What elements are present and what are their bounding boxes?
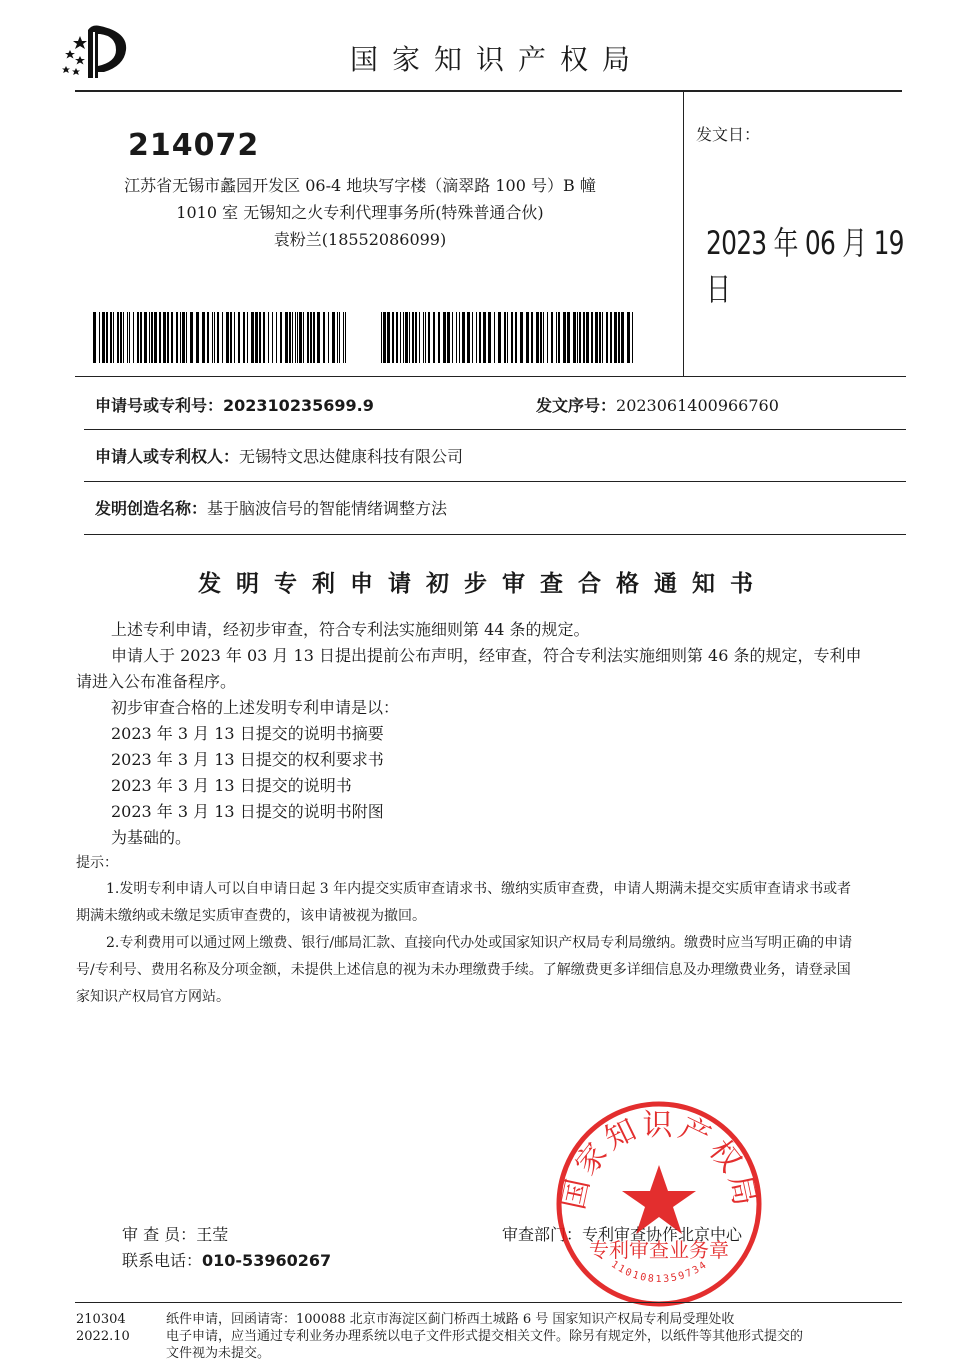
barcode-2	[381, 312, 633, 363]
applicant-label: 申请人或专利权人：	[95, 447, 240, 466]
footer-line-3: 文件视为未提交。	[166, 1346, 271, 1361]
send-date-label: 发文日：	[696, 125, 761, 144]
form-code: 210304	[76, 1312, 126, 1327]
body-paragraph-2b: 请进入公布准备程序。	[76, 672, 237, 691]
footer-line-1: 纸件申请，回函请寄：100088 北京市海淀区蓟门桥西土城路 6 号 国家知识产权局专利局受理处收	[166, 1312, 735, 1327]
seal-inner-text: 专利审查业务章	[589, 1238, 729, 1262]
notice-title: 发明专利申请初步审查合格通知书	[198, 571, 768, 597]
phone-number: 010-53960267	[202, 1251, 332, 1270]
invention-title: 基于脑波信号的智能情绪调整方法	[207, 499, 448, 518]
body-paragraph-2a: 申请人于 2023 年 03 月 13 日提出提前公布声明，经审查，符合专利法实施细则第 46 条的规定，专利申	[111, 646, 862, 665]
body-paragraph-3: 初步审查合格的上述发明专利申请是以：	[111, 698, 400, 717]
barcode-1	[93, 312, 346, 363]
document-list-item: 2023 年 3 月 13 日提交的说明书摘要	[111, 724, 384, 743]
address-line-1: 江苏省无锡市蠡园开发区 06-4 地块写字楼（滴翠路 100 号）B 幢	[124, 176, 596, 195]
applicant-row	[95, 444, 463, 467]
document-list-item: 2023 年 3 月 13 日提交的说明书	[111, 776, 352, 795]
document-list-item: 2023 年 3 月 13 日提交的权利要求书	[111, 750, 384, 769]
examiner-name: 王莹	[196, 1225, 229, 1244]
invention-label: 发明创造名称：	[95, 499, 208, 518]
document-list-item: 2023 年 3 月 13 日提交的说明书附图	[111, 802, 384, 821]
seal-number: 1101081359734	[608, 1258, 711, 1286]
phone-row	[122, 1248, 331, 1271]
body-paragraph-1: 上述专利申请，经初步审查，符合专利法实施细则第 44 条的规定。	[111, 620, 590, 639]
footer-line-2: 电子申请，应当通过专利业务办理系统以电子文件形式提交相关文件。除另有规定外，以纸件等其他形式提交的	[166, 1329, 804, 1344]
svg-text:1101081359734	[609, 1259, 710, 1285]
issuing-office: 国家知识产权局	[350, 43, 645, 76]
invention-row	[95, 496, 447, 519]
tip-1-line-2: 期满未缴纳或未缴足实质审查费的，该申请被视为撤回。	[76, 908, 426, 924]
phone-label: 联系电话：	[122, 1251, 203, 1270]
application-number-label: 申请号或专利号：	[95, 396, 224, 415]
tip-1-line-1: 1.发明专利申请人可以自申请日起 3 年内提交实质审查请求书、缴纳实质审查费，申请人期满未提交实质审查请求书或者	[106, 881, 852, 897]
document-number-row	[536, 393, 779, 416]
postcode: 214072	[128, 128, 260, 163]
examiner-label: 审 查 员：	[122, 1225, 197, 1244]
department-label: 审查部门：	[502, 1225, 583, 1244]
form-version: 2022.10	[76, 1329, 130, 1344]
tip-2-line-1: 2.专利费用可以通过网上缴费、银行/邮局汇款、直接向代办处或国家知识产权局专利局缴纳。缴费时应当写明正确的申请	[106, 935, 853, 951]
document-number: 2023061400966760	[616, 396, 779, 415]
tips-label: 提示：	[76, 855, 118, 871]
applicant: 无锡特文思达健康科技有限公司	[239, 447, 464, 466]
examiner-row	[122, 1222, 228, 1245]
tip-2-line-2: 号/专利号、费用名称及分项金额，未提供上述信息的视为未办理缴费手续。了解缴费更多详细信息及办理缴费业务，请登录国	[76, 962, 851, 978]
official-seal	[552, 1097, 766, 1311]
address-line-2: 1010 室 无锡知之火专利代理事务所(特殊普通合伙)	[176, 203, 544, 222]
recipient: 袁粉兰(18552086099)	[273, 230, 447, 249]
document-number-label: 发文序号：	[536, 396, 617, 415]
application-number: 202310235699.9	[223, 396, 374, 415]
cnipa-logo-icon	[58, 22, 134, 80]
department-name: 专利审查协作北京中心	[582, 1225, 743, 1244]
seal-outer-text: 国家知识产权局	[556, 1107, 763, 1213]
seal-star-icon	[622, 1165, 696, 1234]
tip-2-line-3: 家知识产权局官方网站。	[76, 989, 230, 1005]
send-date-stamp: 2023 年 06 月 19 日	[706, 224, 904, 308]
application-number-row	[95, 393, 374, 416]
body-paragraph-4: 为基础的。	[111, 828, 192, 847]
